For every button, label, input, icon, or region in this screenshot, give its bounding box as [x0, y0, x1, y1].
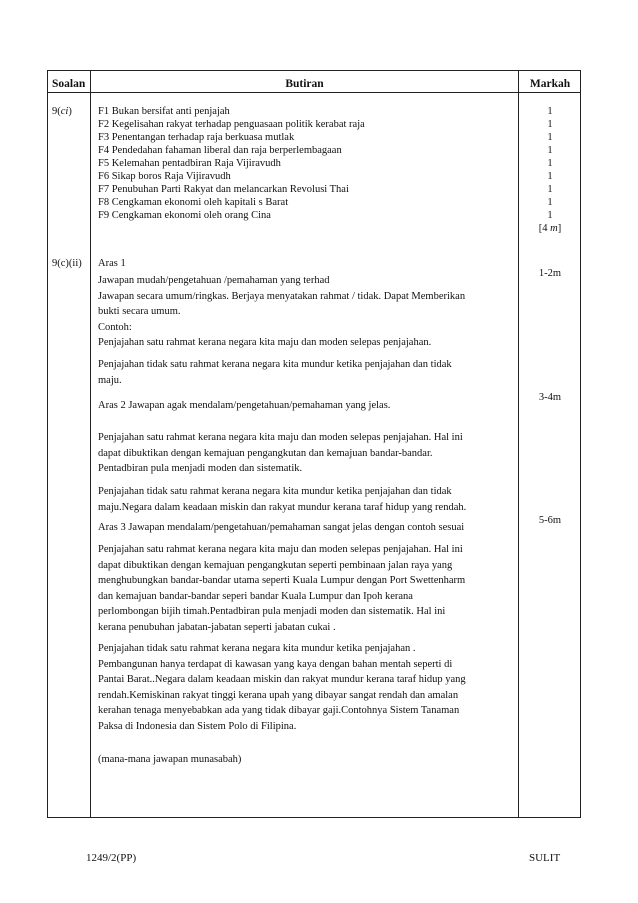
aras1-answer-2 [98, 357, 452, 388]
aras1-detail-line: bukti secara umum. [98, 306, 181, 317]
question-label-9ci: 9(ci) [52, 106, 72, 117]
answer-line: Penjajahan satu rahmat kerana negara kita maju dan moden selepas penjajahan. Hal ini [98, 432, 463, 443]
answer-line: dapat dibuktikan dengan kemajuan pengangkutan dan kemajuan bandar-bandar. [98, 447, 433, 459]
header-markah: Markah [529, 78, 571, 90]
mark-value: 1 [547, 132, 553, 143]
answer-line: Pantai Barat..Negara dalam keadaan miskin dan rakyat mundur kerana taraf hidup yang [98, 674, 466, 685]
answer-line: dan kemajuan bandar-bandar seperi bandar Kuala Lumpur dan Ipoh kerana [98, 590, 413, 602]
list-item: F9 Cengkaman ekonomi oleh orang Cina [98, 210, 271, 221]
aras2-answer-2 [98, 484, 466, 515]
answer-line: maju. [98, 374, 122, 386]
answer-line: kerana penubuhan jabatan-jabatan seperti jabatan cukai . [98, 621, 336, 633]
answer-line: Paksa di Indonesia dan Sistem Polo di Filipina. [98, 720, 297, 732]
list-item: F8 Cengkaman ekonomi oleh kapitali s Barat [98, 197, 289, 208]
header-soalan: Soalan [52, 78, 86, 90]
answer-line: maju.Negara dalam keadaan miskin dan rakyat mundur kerana taraf hidup yang rendah. [98, 501, 467, 513]
mark-value: 1 [547, 119, 553, 130]
list-item: F5 Kelemahan pentadbiran Raja Vijiravudh [98, 158, 281, 169]
aras3-title: Aras 3 Jawapan mendalam/pengetahuan/pemahaman sangat jelas dengan contoh sesuai [98, 522, 465, 533]
answer-line: Penjajahan tidak satu rahmat kerana negara kita mundur ketika penjajahan dan tidak [98, 359, 452, 370]
mark-value: 1 [547, 106, 553, 117]
mark-value: 1 [547, 197, 553, 208]
list-item: F6 Sikap boros Raja Vijiravudh [98, 171, 231, 182]
answer-line: kerahan tenaga menyebabkan ada yang tidak dibayar gaji.Contohnya Sistem Tanaman [98, 705, 460, 716]
classification-label: SULIT [529, 852, 561, 864]
total-marks: [4 m] [538, 223, 562, 234]
header-divider [48, 92, 580, 93]
factor-marks [519, 105, 581, 235]
answer-line: Penjajahan satu rahmat kerana negara kita maju dan moden selepas penjajahan. Hal ini [98, 544, 463, 555]
aras3-answer-1 [98, 542, 465, 635]
answer-line: dapat dibuktikan dengan kemajuan pengangkutan seperti pembinaan jalan raya yang [98, 559, 453, 571]
header-butiran: Butiran [285, 78, 324, 90]
answer-line: Penjajahan satu rahmat kerana negara kita maju dan moden selepas penjajahan. [98, 337, 432, 348]
answer-line: menghubungkan bandar-bandar utama seperti Kuala Lumpur dengan Port Swettenharm [98, 575, 466, 586]
marking-scheme-table [47, 70, 581, 818]
answer-line: Penjajahan tidak satu rahmat kerana negara kita mundur ketika penjajahan dan tidak [98, 486, 452, 497]
answer-line: Penjajahan tidak satu rahmat kerana negara kita mundur ketika penjajahan . [98, 643, 416, 654]
list-item: F1 Bukan bersifat anti penjajah [98, 106, 230, 117]
contoh-label: Contoh: [98, 321, 132, 333]
paper-code: 1249/2(PP) [86, 852, 137, 864]
list-item: F4 Pendedahan fahaman liberal dan raja berperlembagaan [98, 145, 342, 156]
list-item: F2 Kegelisahan rakyat terhadap penguasaan politik kerabat raja [98, 119, 365, 130]
list-item: F3 Penentangan terhadap raja berkuasa mutlak [98, 132, 295, 143]
aras2-title: Aras 2 Jawapan agak mendalam/pengetahuan/pemahaman yang jelas. [98, 400, 391, 411]
column-divider [90, 71, 91, 817]
mark-value: 1 [547, 184, 553, 195]
aras2-answer-1 [98, 430, 463, 477]
answer-line: Pentadbiran pula menjadi moden dan sistematik. [98, 463, 303, 474]
mark-value: 1 [547, 171, 553, 182]
mark-value: 1 [547, 158, 553, 169]
mark-value: 1 [547, 145, 553, 156]
question-label-9cii: 9(c)(ii) [52, 258, 82, 269]
mark-range-aras3: 5-6m [538, 515, 562, 526]
answer-line: Pembangunan hanya terdapat di kawasan yang kaya dengan bahan mentah seperti di [98, 658, 453, 670]
aras1-description: Jawapan mudah/pengetahuan /pemahaman yang terhad [98, 275, 330, 286]
mark-value: 1 [547, 210, 553, 221]
aras1-detail-line: Jawapan secara umum/ringkas. Berjaya menyatakan rahmat / tidak. Dapat Memberikan [98, 290, 466, 302]
aras3-answer-2 [98, 641, 466, 734]
answer-line: perlombongan bijih timah.Pentadbiran pula menjadi moden dan sistematik. Hal ini [98, 606, 446, 617]
list-item: F7 Penubuhan Parti Rakyat dan melancarkan Revolusi Thai [98, 184, 349, 195]
mark-range-aras1: 1-2m [538, 268, 562, 279]
mark-range-aras2: 3-4m [538, 392, 562, 403]
factor-list [98, 105, 365, 222]
aras1-block [98, 273, 465, 351]
answer-line: rendah.Kemiskinan rakyat tinggi kerana upah yang dibayar sangat rendah dan amalan [98, 689, 459, 701]
closing-note: (mana-mana jawapan munasabah) [98, 754, 242, 765]
aras1-title: Aras 1 [98, 258, 126, 269]
